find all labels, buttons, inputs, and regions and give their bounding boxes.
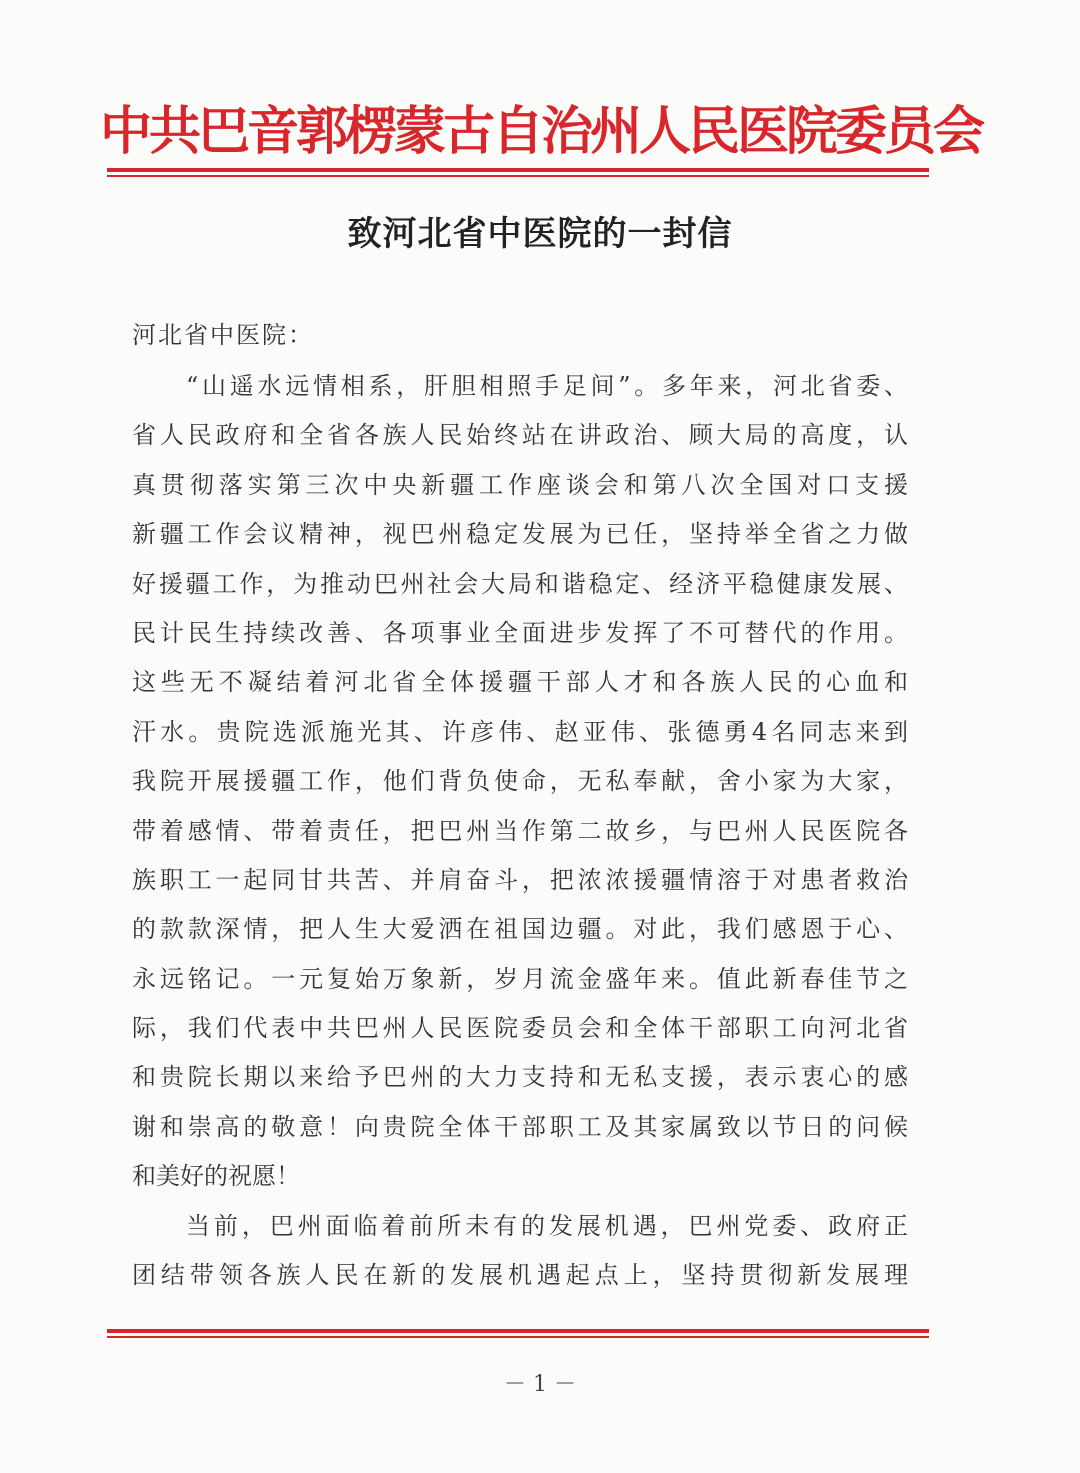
letter-body: [132, 362, 908, 1300]
footer-rule-thin: [107, 1336, 929, 1338]
body-line: 团结带领各族人民在新的发展机遇起点上，坚持贯彻新发展理: [132, 1261, 908, 1290]
body-line: 际，我们代表中共巴州人民医院委员会和全体干部职工向河北省: [132, 1014, 908, 1043]
body-line: 新疆工作会议精神，视巴州稳定发展为已任，坚持举全省之力做: [132, 520, 908, 549]
body-line: 永远铭记。一元复始万象新，岁月流金盛年来。值此新春佳节之: [132, 964, 908, 993]
salutation: 河北省中医院：: [132, 321, 314, 349]
body-line: 带着感情、带着责任，把巴州当作第二故乡，与巴州人民医院各: [132, 816, 908, 845]
body-line: 省人民政府和全省各族人民始终站在讲政治、顾大局的高度，认: [132, 421, 908, 450]
footer-rule-thick: [107, 1329, 929, 1333]
body-line: 汗水。贵院选派施光其、许彦伟、赵亚伟、张德勇4名同志来到: [132, 717, 908, 746]
body-line: 谢和崇高的敬意！向贵院全体干部职工及其家属致以节日的问候: [132, 1112, 908, 1141]
header-rule-thin: [107, 175, 929, 177]
body-line: 真贯彻落实第三次中央新疆工作座谈会和第八次全国对口支援: [132, 470, 908, 499]
body-line: 族职工一起同甘共苦、并肩奋斗，把浓浓援疆情溶于对患者救治: [132, 865, 908, 894]
header-rule-thick: [107, 168, 929, 172]
organization-header: 中共巴音郭楞蒙古自治州人民医院委员会: [100, 101, 983, 162]
body-line: 当前，巴州面临着前所未有的发展机遇，巴州党委、政府正: [186, 1211, 908, 1240]
body-line: 的款款深情，把人生大爱洒在祖国边疆。对此，我们感恩于心、: [132, 915, 908, 944]
body-line: 和贵院长期以来给予巴州的大力支持和无私支援，表示衷心的感: [132, 1063, 908, 1092]
body-line: 我院开展援疆工作，他们背负使命，无私奉献，舍小家为大家，: [132, 767, 908, 796]
body-line: 这些无不凝结着河北省全体援疆干部人才和各族人民的心血和: [132, 668, 908, 697]
body-line: 和美好的祝愿！: [132, 1162, 300, 1191]
page-number: － 1 －: [504, 1372, 576, 1397]
body-line: 好援疆工作，为推动巴州社会大局和谐稳定、经济平稳健康发展、: [132, 569, 908, 598]
body-line: 民计民生持续改善、各项事业全面进步发挥了不可替代的作用。: [132, 618, 908, 647]
body-line: “山遥水远情相系，肝胆相照手足间”。多年来，河北省委、: [186, 372, 908, 400]
document-title: 致河北省中医院的一封信: [347, 214, 733, 254]
